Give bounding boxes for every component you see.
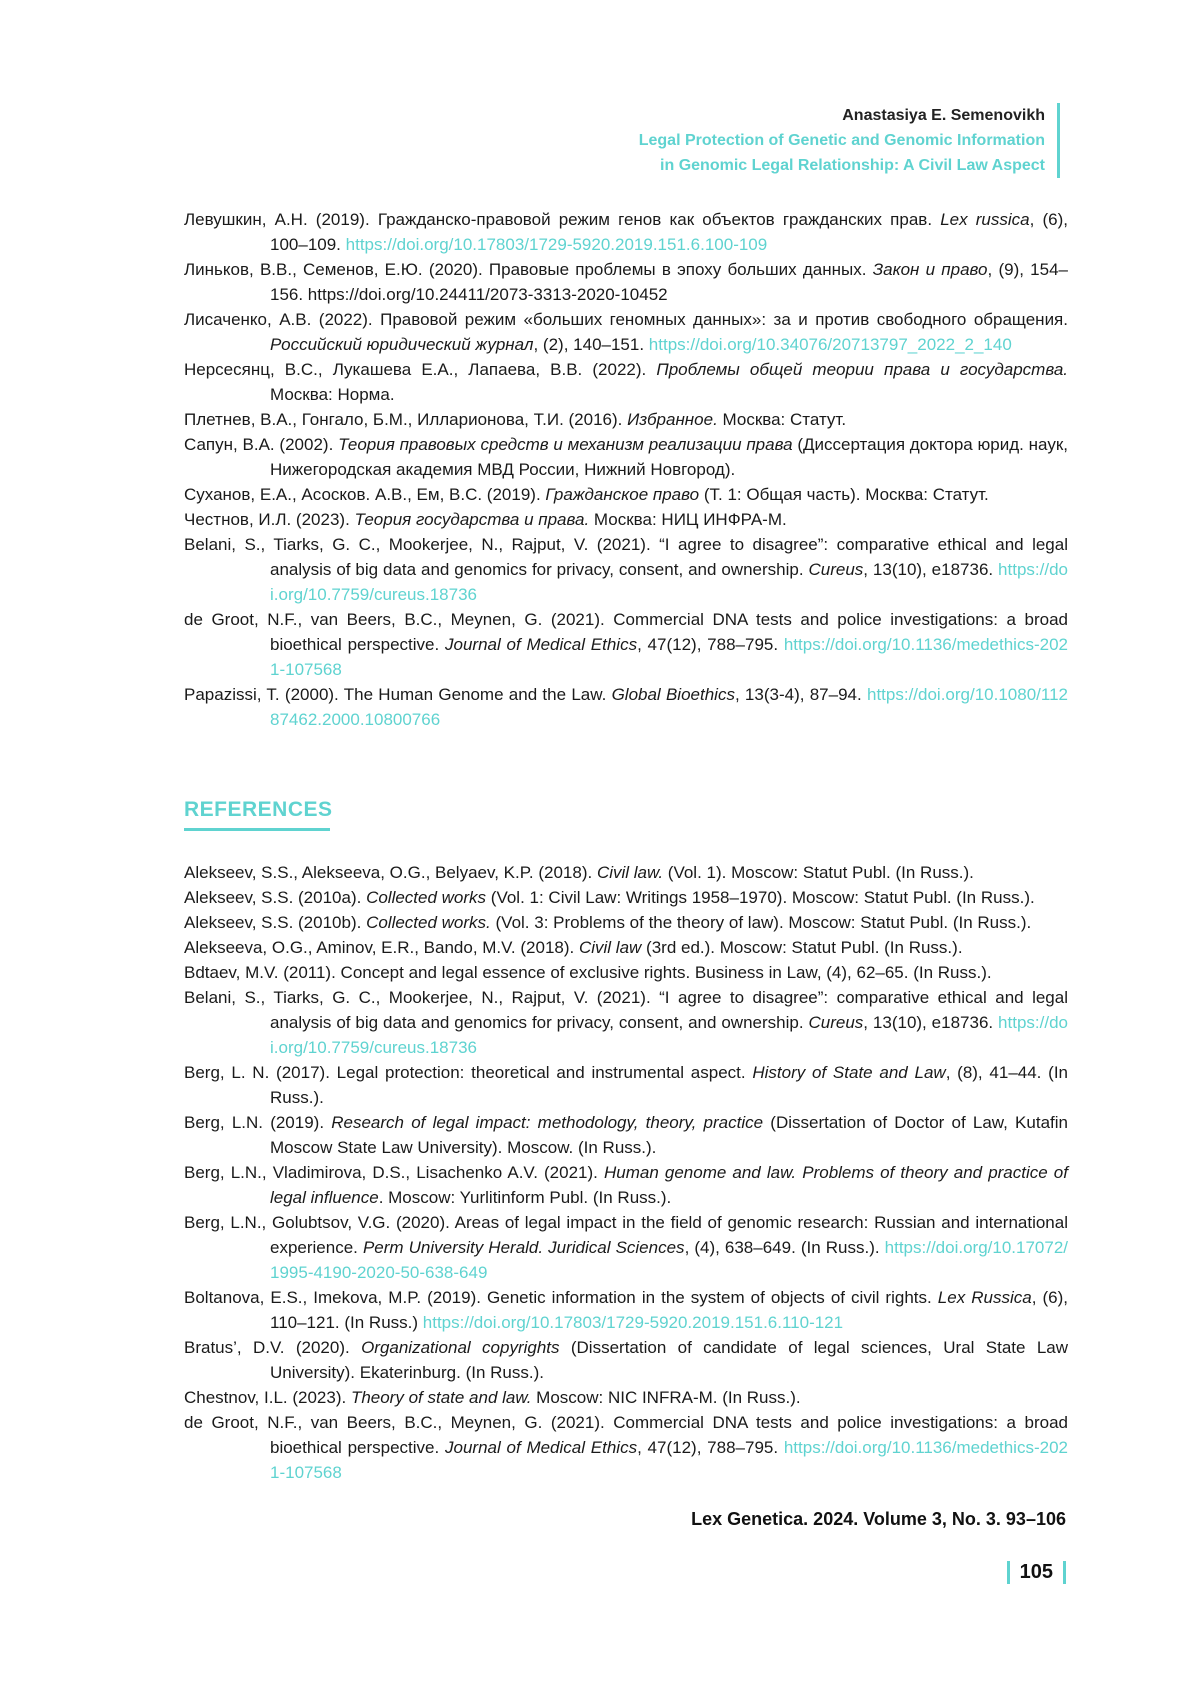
reference-text: Berg, L.N., Golubtsov, V.G. (2020). Areas of legal impact in the field of genomic research: Russian and international experience. (184, 1213, 1068, 1257)
reference-text: , (4), 638–649. (In Russ.). (684, 1238, 885, 1257)
reference-text: , (6), 100–109. (270, 210, 1068, 254)
reference-text: Papazissi, T. (2000). The Human Genome and the Law. (184, 685, 612, 704)
reference-entry (184, 860, 1068, 885)
reference-text: Лисаченко, А.В. (2022). Правовой режим «больших геномных данных»: за и против свободного обращения. (184, 310, 1068, 329)
source-title: History of State and Law (752, 1063, 946, 1082)
reference-text: Москва: Норма. (270, 385, 395, 404)
reference-text: Belani, S., Tiarks, G. C., Mookerjee, N., Rajput, V. (2021). “I agree to disagree”: comparative ethical and legal analysis of big data and genomics for privacy, consent, and ownership. (184, 988, 1068, 1032)
header-title-line-2: in Genomic Legal Relationship: A Civil Law Aspect (660, 157, 1045, 174)
source-title: Lex Russica (937, 1288, 1032, 1307)
reference-entry (184, 1060, 1068, 1110)
reference-text: . Moscow: Yurlitinform Publ. (In Russ.). (378, 1188, 672, 1207)
reference-text: Alekseeva, O.G., Aminov, E.R., Bando, M.V. (2018). (184, 938, 579, 957)
source-title: Perm University Herald. Juridical Sciences (362, 1238, 685, 1257)
source-title: Research of legal impact: methodology, theory, practice (331, 1113, 764, 1132)
reference-text: Berg, L.N., Vladimirova, D.S., Lisachenko A.V. (2021). (184, 1163, 604, 1182)
reference-entry (184, 1160, 1068, 1210)
source-title: Закон и право (872, 260, 988, 279)
reference-text: (3rd ed.). Moscow: Statut Publ. (In Russ.). (641, 938, 963, 957)
source-title: Российский юридический журнал (270, 335, 534, 354)
reference-text: , (6), 110–121. (In Russ.) (270, 1288, 1068, 1332)
doi-link[interactable]: https://doi.org/10.1136/medethics-2021-107568 (270, 1438, 1068, 1482)
reference-text: Москва: Статут. (717, 410, 847, 429)
doi-link[interactable]: https://doi.org/10.7759/cureus.18736 (270, 560, 1068, 604)
reference-entry (184, 607, 1068, 682)
source-title: Проблемы общей теории права и государства. (656, 360, 1068, 379)
reference-text: Левушкин, А.Н. (2019). Гражданско-правовой режим генов как объектов гражданских прав. (184, 210, 941, 229)
reference-entry (184, 357, 1068, 407)
source-title: Теория правовых средств и механизм реализации права (338, 435, 793, 454)
header-title-line-1: Legal Protection of Genetic and Genomic Information (638, 132, 1045, 149)
reference-entry (184, 1210, 1068, 1285)
reference-text: Chestnov, I.L. (2023). (184, 1388, 351, 1407)
source-title: Civil law (578, 938, 642, 957)
reference-text: (Dissertation of Doctor of Law, Kutafin Moscow State Law University). Moscow. (In Russ.). (270, 1113, 1068, 1157)
source-title: Civil law. (596, 863, 664, 882)
reference-text: , (8), 41–44. (In Russ.). (270, 1063, 1068, 1107)
reference-entry (184, 482, 1068, 507)
reference-text: Линьков, В.В., Семенов, Е.Ю. (2020). Правовые проблемы в эпоху больших данных. (184, 260, 873, 279)
reference-text: (Vol. 1). Moscow: Statut Publ. (In Russ.). (663, 863, 974, 882)
reference-text: Berg, L. N. (2017). Legal protection: theoretical and instrumental aspect. (184, 1063, 753, 1082)
reference-text: de Groot, N.F., van Beers, B.C., Meynen, G. (2021). Commercial DNA tests and police investigations: a broad bioethical perspective. (184, 610, 1068, 654)
source-title: Гражданское право (545, 485, 700, 504)
reference-entry (184, 960, 1068, 985)
reference-entry (184, 682, 1068, 732)
source-title: Collected works. (366, 913, 491, 932)
reference-text: (Диссертация доктора юрид. наук, Нижегородская академия МВД России, Нижний Новгород). (270, 435, 1068, 479)
reference-entry (184, 407, 1068, 432)
reference-text: , 13(3-4), 87–94. (734, 685, 867, 704)
english-reference-list (184, 860, 1068, 1485)
source-title: Journal of Medical Ethics (445, 635, 638, 654)
reference-text: (Dissertation of candidate of legal sciences, Ural State Law University). Ekaterinburg. (In Russ.). (270, 1338, 1069, 1382)
reference-text: Сапун, В.А. (2002). (184, 435, 339, 454)
reference-text: Alekseev, S.S. (2010b). (184, 913, 367, 932)
reference-entry (184, 910, 1068, 935)
reference-text: , (9), 154–156. https://doi.org/10.24411/2073-3313-2020-10452 (270, 260, 1068, 304)
reference-text: Boltanova, E.S., Imekova, M.P. (2019). Genetic information in the system of objects of civil rights. (184, 1288, 938, 1307)
journal-citation: Lex Genetica. 2024. Volume 3, No. 3. 93–106 (691, 1509, 1066, 1529)
doi-link[interactable]: https://doi.org/10.7759/cureus.18736 (270, 1013, 1068, 1057)
reference-text: Нерсесянц, В.С., Лукашева Е.А., Лапаева, В.В. (2022). (184, 360, 657, 379)
source-title: Organizational copyrights (361, 1338, 560, 1357)
reference-text: , 47(12), 788–795. (637, 635, 784, 654)
reference-text: Bdtaev, M.V. (2011). Concept and legal essence of exclusive rights. Business in Law, (4), 62–65. (In Russ.). (184, 963, 992, 982)
reference-entry (184, 1410, 1068, 1485)
reference-text: Alekseev, S.S., Alekseeva, O.G., Belyaev, K.P. (2018). (184, 863, 597, 882)
source-title: Cureus (808, 1013, 864, 1032)
reference-text: Москва: НИЦ ИНФРА-М. (589, 510, 787, 529)
source-title: Theory of state and law. (350, 1388, 532, 1407)
reference-text: Плетнев, В.А., Гонгало, Б.М., Илларионова, Т.И. (2016). (184, 410, 628, 429)
source-title: Journal of Medical Ethics (445, 1438, 638, 1457)
reference-text: Честнов, И.Л. (2023). (184, 510, 355, 529)
doi-link[interactable]: https://doi.org/10.1080/11287462.2000.10800766 (270, 685, 1068, 729)
reference-entry (184, 1110, 1068, 1160)
reference-entry (184, 1335, 1068, 1385)
source-title: Lex russica (940, 210, 1030, 229)
reference-text: Berg, L.N. (2019). (184, 1113, 332, 1132)
reference-text: Bratus’, D.V. (2020). (184, 1338, 362, 1357)
doi-link[interactable]: https://doi.org/10.17803/1729-5920.2019.151.6.110-121 (422, 1313, 844, 1332)
reference-text: , (2), 140–151. (533, 335, 649, 354)
reference-entry (184, 935, 1068, 960)
header-author: Anastasiya E. Semenovikh (842, 107, 1045, 124)
page-number: 105 (1007, 1561, 1066, 1584)
reference-entry (184, 985, 1068, 1060)
source-title: Global Bioethics (611, 685, 735, 704)
reference-text: (Т. 1: Общая часть). Москва: Статут. (699, 485, 989, 504)
reference-text: Belani, S., Tiarks, G. C., Mookerjee, N., Rajput, V. (2021). “I agree to disagree”: comparative ethical and legal analysis of big data and genomics for privacy, consent, and ownership. (184, 535, 1068, 579)
source-title: Cureus (808, 560, 864, 579)
reference-text: de Groot, N.F., van Beers, B.C., Meynen, G. (2021). Commercial DNA tests and police investigations: a broad bioethical perspective. (184, 1413, 1068, 1457)
doi-link[interactable]: https://doi.org/10.17072/1995-4190-2020-50-638-649 (270, 1238, 1069, 1282)
reference-text: (Vol. 3: Problems of the theory of law). Moscow: Statut Publ. (In Russ.). (490, 913, 1032, 932)
reference-entry (184, 307, 1068, 357)
reference-text: (Vol. 1: Civil Law: Writings 1958–1970). Moscow: Statut Publ. (In Russ.). (486, 888, 1035, 907)
reference-text: Moscow: NIC INFRA-M. (In Russ.). (531, 1388, 801, 1407)
reference-entry (184, 1285, 1068, 1335)
reference-entry (184, 432, 1068, 482)
references-heading: REFERENCES (184, 798, 330, 831)
doi-link[interactable]: https://doi.org/10.1136/medethics-2021-107568 (270, 635, 1068, 679)
doi-link[interactable]: https://doi.org/10.17803/1729-5920.2019.151.6.100-109 (345, 235, 768, 254)
doi-link[interactable]: https://doi.org/10.34076/20713797_2022_2_140 (648, 335, 1012, 354)
running-header (639, 103, 1060, 178)
reference-text: , 13(10), e18736. (863, 1013, 999, 1032)
reference-text: Alekseev, S.S. (2010a). (184, 888, 367, 907)
russian-reference-list (184, 207, 1068, 732)
reference-entry (184, 885, 1068, 910)
reference-entry (184, 257, 1068, 307)
reference-text: , 13(10), e18736. (863, 560, 999, 579)
reference-entry (184, 532, 1068, 607)
source-title: Human genome and law. Problems of theory and practice of legal influence (270, 1163, 1068, 1207)
reference-text: , 47(12), 788–795. (637, 1438, 784, 1457)
reference-text: Суханов, Е.А., Асосков. А.В., Ем, В.С. (2019). (184, 485, 546, 504)
source-title: Collected works (366, 888, 487, 907)
reference-entry (184, 507, 1068, 532)
reference-entry (184, 1385, 1068, 1410)
source-title: Избранное. (627, 410, 718, 429)
source-title: Теория государства и права. (354, 510, 590, 529)
reference-entry (184, 207, 1068, 257)
